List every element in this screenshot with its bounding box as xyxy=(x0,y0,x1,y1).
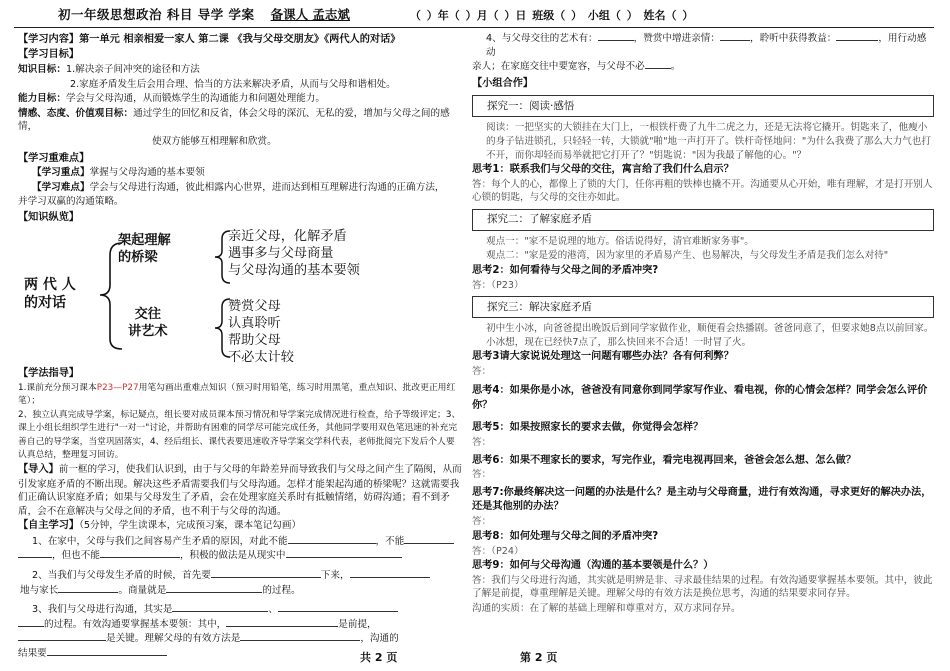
self-3d: 是关键。理解父母的有效方法是 xyxy=(106,633,241,645)
answer-1: 答：每个人的心，都像上了锁的大门，任你再粗的铁棒也撬不开。沟通要从心开始，唯有理解，才是打开别人心锁的钥匙，与父母的交往亦如此。 xyxy=(472,178,933,204)
explore-3-box xyxy=(472,296,934,318)
think-7: 思考7:你最终解决这一问题的办法是什么？是主动与父母商量，进行有效沟通，寻求更好的解决办法，还是其他别的办法？ xyxy=(472,486,932,513)
self-3f: 结果要 xyxy=(18,648,47,660)
blank[interactable] xyxy=(100,549,180,558)
self-hint: （5分钟，学生读课本，完成预习案，课本笔记勾画） xyxy=(79,520,302,532)
explore-2-title: 探究二：了解家庭矛盾 xyxy=(487,213,592,226)
guide-pages: P23—P27 xyxy=(96,382,139,393)
intro xyxy=(18,463,462,518)
header-author: 备课人 孟志斌 xyxy=(270,7,350,23)
diagram-branch-1: 架起理解 的桥梁 xyxy=(118,233,171,266)
art-line-a: 4、与父母交往的艺术有： xyxy=(486,33,598,44)
diagram-branch-1-items xyxy=(228,229,360,280)
emotion-objective xyxy=(18,107,462,134)
self-2c: 地与家长 xyxy=(20,584,59,596)
blank[interactable] xyxy=(286,549,402,558)
ability-objective xyxy=(18,92,462,106)
diff-text: 学会与父母进行沟通，彼此相露内心世界，进而达到相互理解进行沟通的正确方法， xyxy=(89,181,445,193)
explore-1-box xyxy=(472,95,934,117)
guide-1-text: 1.课前充分预习课本 xyxy=(18,382,97,393)
self-3a: 3、我们与父母进行沟通，其实是 xyxy=(32,604,173,616)
self-3b: 的过程。有效沟通要掌握基本要领：其中， xyxy=(44,618,227,630)
outline-title: 【知识纵览】 xyxy=(18,211,80,223)
guide-1b: 用笔勾画出重难点知识（预习时用铅笔，练习时用黑笔，重点知识、批改更正用红笔）； xyxy=(18,382,456,407)
self-2d: 。商量就是 xyxy=(118,584,167,596)
self-3: 3、我们与父母进行沟通，其实是 、 xyxy=(18,603,462,617)
art-line-2: 亲人；在家庭交往中要宽容，与父母不必 。 xyxy=(472,61,681,73)
left-column xyxy=(18,32,462,662)
blank[interactable] xyxy=(18,549,52,558)
blank[interactable] xyxy=(58,584,118,593)
think-2: 思考2：如何看待与父母之间的矛盾冲突? xyxy=(472,265,659,277)
art-line xyxy=(472,32,934,59)
blank[interactable] xyxy=(172,603,268,612)
diagram-main: 两 代 人 的对话 xyxy=(24,277,76,312)
blank[interactable] xyxy=(404,535,454,544)
blank[interactable] xyxy=(278,603,398,612)
blank[interactable] xyxy=(18,618,44,627)
blank[interactable] xyxy=(720,32,750,41)
blank[interactable] xyxy=(288,535,376,544)
art-line-e: 亲人；在家庭交往中要宽容，与父母不必 xyxy=(472,61,645,73)
header-title: 初一年级思想政治 科目 导学 学案 xyxy=(58,7,255,23)
self-2b: 下来， xyxy=(320,570,350,582)
diff-text-2: 并学习双赢的沟通策略。 xyxy=(18,196,124,208)
group-title: 【小组合作】 xyxy=(472,77,534,89)
self-1c: ，但也不能 xyxy=(52,550,100,562)
self-3e: ，沟通的 xyxy=(360,633,399,645)
footer-total-pages: 共 2 页 xyxy=(360,651,398,664)
blank[interactable] xyxy=(240,632,360,641)
think-4: 思考4：如果你是小冰，爸爸没有同意你到同学家写作业、看电视，你的心情会怎样？同学会怎么评价你？ xyxy=(472,385,928,411)
self-3-cont-2 xyxy=(18,632,462,646)
diagram-item: 帮助父母 xyxy=(228,333,281,349)
think-6: 思考6：如果不理家长的要求，写完作业，看完电视再回来，爸爸会怎么想、怎么做？ xyxy=(472,454,857,466)
answer-8: 答：（P24） xyxy=(472,545,524,557)
explore-1-title: 探究一：阅读·感悟 xyxy=(487,99,575,112)
knowledge-diagram xyxy=(18,227,462,365)
self-1d: ，积极的做法是从现实中 xyxy=(179,550,286,562)
ability-label: 能力目标： xyxy=(18,93,66,105)
explore-3-title: 探究三：解决家庭矛盾 xyxy=(487,300,592,313)
diagram-branch-2-items xyxy=(228,299,294,367)
knowledge-objective xyxy=(18,63,462,77)
blank[interactable] xyxy=(166,584,262,593)
key-text: 掌握与父母沟通的基本要领 xyxy=(89,167,205,179)
self-1a: 1、在家中，父母与我们之间容易产生矛盾的原因，对此不能 xyxy=(32,535,288,547)
key-label: 【学习重点】 xyxy=(32,167,90,179)
objectives-title: 【学习目标】 xyxy=(18,49,80,61)
art-line-c: ，聆听中获得教益： xyxy=(749,33,837,44)
reading-text: 阅读：一把坚实的大锁挂在大门上，一根铁杆费了九牛二虎之力，还是无法将它撬开。钥匙来了，他瘦小的身子钻进锁孔，只轻轻一转，大锁就"啪"地一声打开了。铁杆奇怪地问："为什么我费了那么大力气也打不开，而你却轻而易举就把它打开了？"钥匙说："因为我最了解他的心。"？ xyxy=(486,122,931,161)
knowledge-1: 1.解决亲子间冲突的途径和方法 xyxy=(65,63,200,75)
self-1 xyxy=(18,535,462,549)
right-column xyxy=(472,32,934,617)
key-point xyxy=(18,166,462,180)
emotion-text: 通过学生的回忆和反省，体会父母的深沉、无私的爱，增加与父母之间的感情， xyxy=(18,107,450,133)
diagram-item: 不必太计较 xyxy=(228,350,294,366)
think-3: 思考3请大家说说处理这一问题有哪些办法？各有何利弊？ xyxy=(472,351,734,363)
intro-title: 【导入】 xyxy=(18,464,59,476)
diagram-item: 亲近父母，化解矛盾 xyxy=(228,229,347,245)
guide-1 xyxy=(18,382,462,408)
think-1: 思考1：联系我们与父母的交往，寓言给了我们什么启示？ xyxy=(472,164,734,176)
think-5: 思考5：如果按照家长的要求去做，你觉得会怎样？ xyxy=(472,422,704,434)
think-9: 思考9：如何与父母沟通（沟通的基本要领是什么？） xyxy=(472,560,714,572)
page-header xyxy=(14,6,934,28)
key-title: 【学习重难点】 xyxy=(18,152,90,164)
intro-text: 前一框的学习，使我们认识到，由于与父母的年龄差异而导致我们与父母之间产生了隔阂，从而引发家庭矛盾的不断出现。解决这些矛盾需要我们与父母沟通。怎样才能架起沟通的桥梁呢？这就需要我们正确认识家庭矛盾；如果与父母发生了矛盾，会在处理家庭关系时有抵触情绪，妨碍沟通；看不到矛盾，会不在意解决与父母之间的矛盾，也不利于与父母的沟通。 xyxy=(18,464,462,517)
self-study-header xyxy=(18,519,462,533)
emotion-text-2: 使双方能够互相理解和欣赏。 xyxy=(152,136,277,148)
blank[interactable] xyxy=(836,32,878,41)
self-3-cont xyxy=(18,618,462,632)
answer-9: 答：我们与父母进行沟通，其实就是明辨是非、寻求最佳结果的过程。有效沟通要掌握基本要领。其中，彼此了解是前提，尊重理解是关键。理解父母的有效方法是换位思考，沟通的结果要求同存异。 xyxy=(472,574,933,600)
content-line: 【学习内容】第一单元 相亲相爱一家人 第二课 《我与父母交朋友》《两代人的对话》 xyxy=(18,34,401,45)
blank[interactable] xyxy=(18,632,106,641)
footer-page-number: 第 2 页 xyxy=(520,651,558,664)
blank[interactable] xyxy=(47,647,167,656)
self-1b: ，不能 xyxy=(375,535,405,547)
diagram-item: 认真聆听 xyxy=(228,316,281,332)
self-2-cont xyxy=(18,584,462,598)
answer-2: 答：（P23） xyxy=(472,279,524,291)
diagram-branch-2: 交往 讲艺术 xyxy=(128,307,168,340)
answer-7: 答： xyxy=(472,515,492,527)
self-title: 【自主学习】 xyxy=(18,520,80,532)
blank[interactable] xyxy=(226,618,338,627)
answer-3: 答： xyxy=(472,365,492,377)
self-1-cont xyxy=(18,549,462,563)
story-text: 初中生小冰，向爸爸提出晚饭后到同学家做作业，顺便看会热播剧。爸爸同意了，但要求她8点以前回家。小冰想，现在已经快7点了，那么快回来不合适！一时冒了火。 xyxy=(486,323,934,348)
diagram-item: 赞赏父母 xyxy=(228,299,281,315)
diff-label: 【学习难点】 xyxy=(32,181,90,193)
explore-2-box xyxy=(472,209,934,231)
guide-title: 【学法指导】 xyxy=(18,368,80,380)
diagram-item: 遇事多与父母商量 xyxy=(228,246,334,262)
view-2: 观点二："家是爱的港湾，因为家里的矛盾易产生、也易解决，与父母发生矛盾是我们怎么对待" xyxy=(486,250,889,262)
blank[interactable] xyxy=(350,569,430,578)
difficulty-point xyxy=(18,181,462,195)
art-line-d: ，用行动感动 xyxy=(486,33,927,58)
art-line-b: ，赞赏中增进亲情： xyxy=(633,33,720,44)
answer-6: 答： xyxy=(472,469,492,481)
think-8: 思考8：如何处理与父母之间的矛盾冲突? xyxy=(472,531,659,543)
answer-5: 答： xyxy=(472,436,492,448)
blank[interactable] xyxy=(211,569,321,578)
knowledge-2: 2.家庭矛盾发生后会用合理、恰当的方法来解决矛盾，从而与父母和谐相处。 xyxy=(70,78,396,90)
self-3c: 是前提， xyxy=(338,618,377,630)
view-1: 观点一："家不是说理的地方。俗话说得好，清官难断家务事"。 xyxy=(486,235,754,247)
ability-text: 学会与父母沟通，从而锻炼学生的沟通能力和问题处理能力。 xyxy=(65,93,325,105)
self-2 xyxy=(18,569,462,583)
blank[interactable] xyxy=(645,60,671,69)
blank[interactable] xyxy=(598,32,634,41)
diagram-item: 与父母沟通的基本要领 xyxy=(228,263,360,279)
self-2a: 2、当我们与父母发生矛盾的时候，首先要 xyxy=(32,570,211,582)
emotion-label: 情感、态度、价值观目标： xyxy=(18,107,134,119)
header-fields: （ ）年（ ）月（ ）日 班级（ ） 小组（ ） 姓名（ ） xyxy=(409,9,694,23)
answer-9b: 沟通的实质：在了解的基础上理解和尊重对方，双方求同存异。 xyxy=(472,603,741,614)
guide-2: 2、独立认真完成导学案，标记疑点，组长要对成员课本预习情况和导学案完成情况进行检查，给予等级评定；3、课上小组长组织学生进行"一对一"讨论，并帮助有困难的同学尽可能完成任务，其他同学要用双色笔迅速的补充完善自己的导学案，当堂巩固落实，4、经后组长、课代表要迅速收齐导学案交学科代表，老师批阅完下发后个人要认真总结，整理复习回访。 xyxy=(18,410,461,460)
self-2e: 的过程。 xyxy=(262,584,301,596)
knowledge-label: 知识目标： xyxy=(18,63,66,75)
